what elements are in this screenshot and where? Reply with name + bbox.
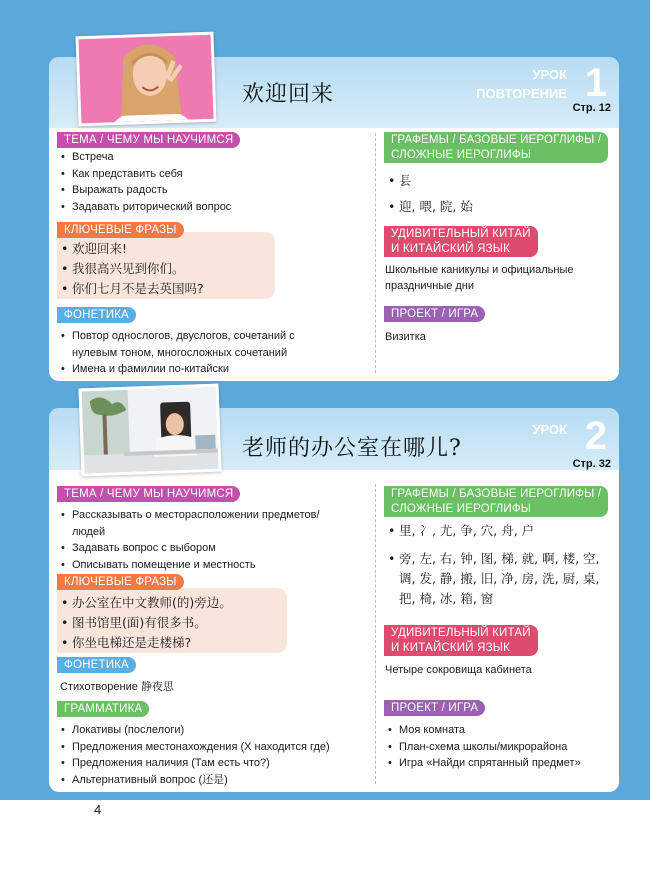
phrase-item: • 图书馆里(面)有很多书。 (60, 613, 285, 633)
phonetics-text: Стихотворение 静夜思 (60, 681, 174, 693)
lesson-label-text: УРОК (532, 422, 567, 437)
grapheme-item: • 迎, 喂, 院, 始 (387, 194, 607, 220)
phonetics-list (60, 328, 330, 378)
phrase-item: • 你们七月不是去英国吗? (60, 279, 275, 299)
graphemes-tag (384, 486, 608, 517)
project-tag: ПРОЕКТ / ИГРА (384, 700, 485, 716)
project-tag: ПРОЕКТ / ИГРА (384, 306, 485, 322)
amazing-china-tag (384, 625, 538, 656)
list-item: • Альтернативный вопрос (还是) (60, 772, 360, 789)
amazing-china-tag-line2: И КИТАЙСКИЙ ЯЗЫК (391, 243, 511, 255)
teacher-at-desk-photo (79, 384, 222, 477)
page-number: 4 (94, 802, 102, 817)
project-text: Визитка (385, 331, 426, 343)
list-item: • Предложения местонахождения (X находится где) (60, 739, 360, 756)
phrases-list (60, 239, 275, 299)
amazing-china-tag-line2: И КИТАЙСКИЙ ЯЗЫК (391, 642, 511, 654)
girl-illustration (79, 35, 217, 127)
lesson-label (476, 65, 567, 103)
graphemes-tag-line2: СЛОЖНЫЕ ИЕРОГЛИФЫ (391, 503, 532, 515)
list-item: • Игра «Найди спрятанный предмет» (387, 755, 612, 772)
graphemes-list (387, 521, 617, 609)
list-item: • Как представить себя (60, 166, 360, 183)
phrase-item: • 我很高兴见到你们。 (60, 259, 275, 279)
lesson-number: 2 (584, 414, 607, 458)
grapheme-item: • 旁, 左, 右, 钟, 图, 梯, 就, 啊, 楼, 空, 调, 发, 静, 搬, 旧, 净, 房, 洗, 厨, 桌, 把, 椅, 冰, 箱, 窗 (387, 549, 617, 609)
graphemes-tag-line2: СЛОЖНЫЕ ИЕРОГЛИФЫ (391, 149, 532, 161)
amazing-china-text: Четыре сокровища кабинета (385, 664, 532, 676)
list-item: • Встреча (60, 149, 360, 166)
list-item: • Моя комната (387, 722, 612, 739)
list-item: • Повтор однослогов, двуслогов, сочетаний с нулевым тоном, многосложных сочетаний (60, 328, 330, 361)
phonetics-tag: ФОНЕТИКА (57, 657, 136, 673)
graphemes-tag-line1: ГРАФЕМЫ / БАЗОВЫЕ ИЕРОГЛИФЫ / (391, 488, 602, 500)
girl-peace-sign-photo (75, 32, 216, 127)
amazing-china-tag (384, 226, 538, 257)
phrase-item: • 欢迎回来! (60, 239, 275, 259)
amazing-china-tag-line1: УДИВИТЕЛЬНЫЙ КИТАЙ (391, 228, 531, 240)
topic-tag: ТЕМА / ЧЕМУ МЫ НАУЧИМСЯ (57, 132, 240, 148)
list-item: • Описывать помещение и местность (60, 557, 350, 574)
lesson-title: 欢迎回来 (242, 82, 335, 107)
lesson-label (532, 420, 567, 439)
lesson-sublabel-text: ПОВТОРЕНИЕ (476, 86, 567, 101)
list-item: • Локативы (послелоги) (60, 722, 360, 739)
list-item: • План-схема школы/микрорайона (387, 739, 612, 756)
lesson-title: 老师的办公室在哪儿? (242, 436, 462, 461)
amazing-china-tag-line1: УДИВИТЕЛЬНЫЙ КИТАЙ (391, 627, 531, 639)
column-divider (375, 484, 376, 784)
list-item: • Предложения наличия (Там есть что?) (60, 755, 360, 772)
list-item: • Задавать риторический вопрос (60, 199, 360, 216)
graphemes-tag-line1: ГРАФЕМЫ / БАЗОВЫЕ ИЕРОГЛИФЫ / (391, 134, 602, 146)
grammar-tag: ГРАММАТИКА (57, 701, 149, 717)
teacher-illustration (82, 386, 222, 476)
phonetics-tag: ФОНЕТИКА (57, 307, 136, 323)
list-item: • Рассказывать о месторасположении предметов/ людей (60, 507, 350, 540)
list-item: • Имена и фамилии по-китайски (60, 361, 330, 378)
grapheme-item: • ⻒ (387, 168, 607, 194)
list-item: • Задавать вопрос с выбором (60, 540, 350, 557)
topic-tag: ТЕМА / ЧЕМУ МЫ НАУЧИМСЯ (57, 486, 240, 502)
lesson-label-text: УРОК (532, 67, 567, 82)
grammar-list (60, 722, 360, 788)
phrase-item: • 办公室在中文教师(的)旁边。 (60, 593, 285, 613)
phrases-list (60, 593, 285, 653)
phrase-item: • 你坐电梯还是走楼梯? (60, 633, 285, 653)
amazing-china-text: Школьные каникулы и официальные праздничные дни (385, 264, 574, 292)
grapheme-item: • 里, 冫, 尤, 争, 穴, 舟, 户 (387, 521, 617, 541)
list-item: • Выражать радость (60, 182, 360, 199)
page-reference: Стр. 12 (572, 102, 611, 114)
topic-list (60, 149, 360, 215)
lesson-number: 1 (584, 61, 607, 105)
page-reference: Стр. 32 (572, 458, 611, 470)
phrases-tag: КЛЮЧЕВЫЕ ФРАЗЫ (57, 574, 184, 590)
graphemes-list (387, 168, 607, 220)
graphemes-tag (384, 132, 608, 163)
topic-list (60, 507, 350, 573)
phrases-tag: КЛЮЧЕВЫЕ ФРАЗЫ (57, 222, 184, 238)
project-list (387, 722, 612, 772)
column-divider (375, 133, 376, 373)
